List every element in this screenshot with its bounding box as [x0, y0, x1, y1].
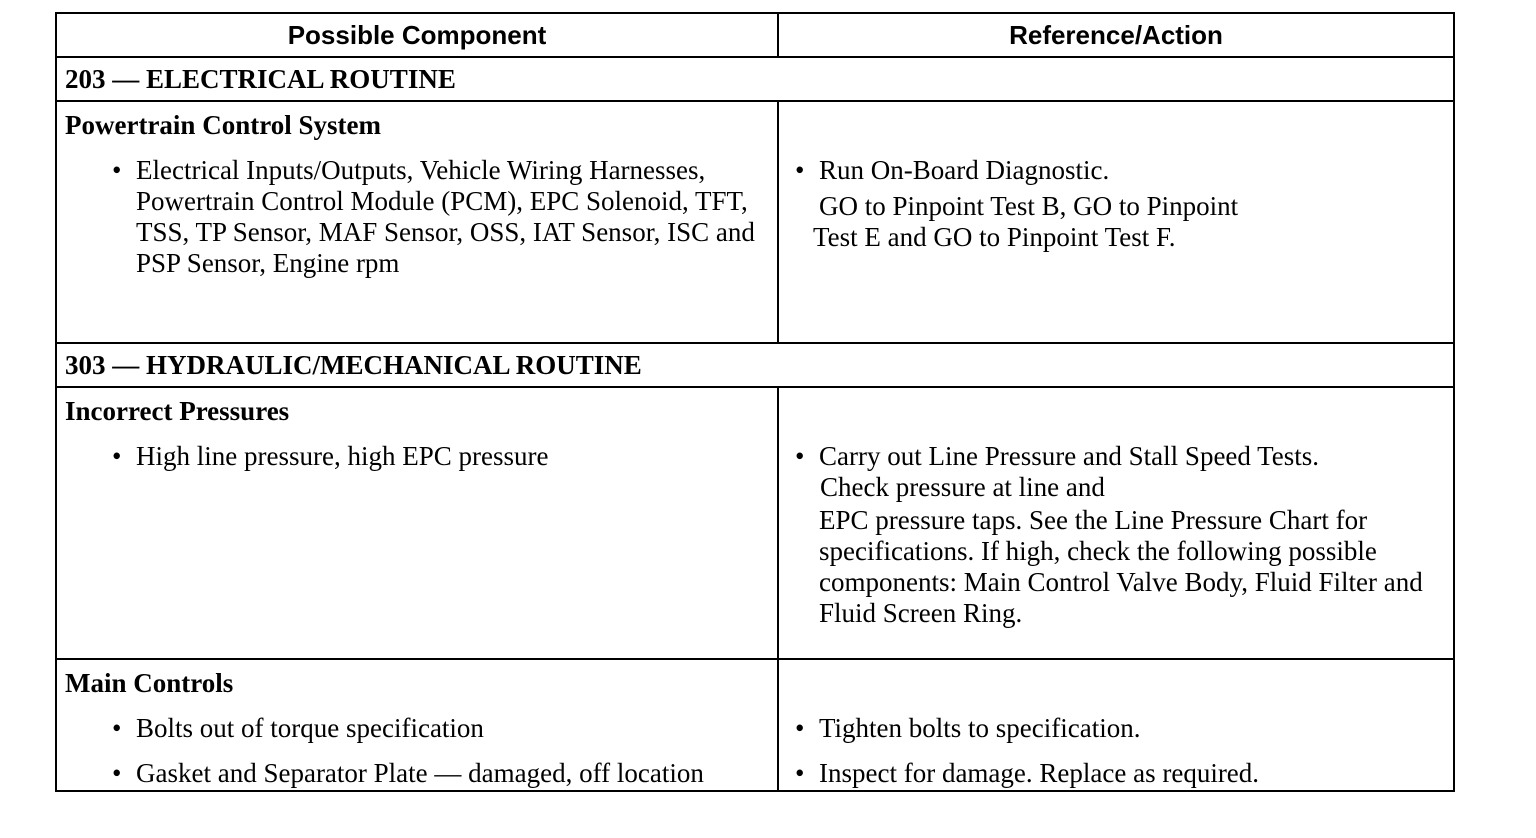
section-row: [56, 343, 1454, 387]
list-item: [112, 713, 767, 744]
action-list: [779, 713, 1453, 789]
list-item: [112, 155, 767, 279]
list-item: [112, 758, 767, 789]
action-detail: Check pressure at line and: [820, 472, 1105, 502]
list-item-text: Electrical Inputs/Outputs, Vehicle Wiring Harnesses, Powertrain Control Module (PCM), EPC Solenoid, TFT, TSS, TP Sensor, MAF Sensor, OSS, IAT Sensor, ISC and PSP Sensor, Engine rpm: [136, 155, 755, 278]
bullet-icon: •: [795, 758, 805, 788]
action-cell: [778, 659, 1454, 791]
list-item-text: Bolts out of torque specification: [136, 713, 484, 743]
header-possible-component: Possible Component: [56, 13, 778, 57]
list-item: [795, 155, 1435, 186]
list-item: [795, 758, 1435, 789]
list-item: [112, 441, 767, 472]
component-list: [57, 713, 777, 789]
header-row: [56, 13, 1454, 57]
bullet-icon: •: [795, 441, 805, 471]
component-list: [57, 441, 777, 472]
list-item-text: Tighten bolts to specification.: [819, 713, 1141, 743]
section-title: 203 — ELECTRICAL ROUTINE: [56, 57, 1454, 101]
section-title: 303 — HYDRAULIC/MECHANICAL ROUTINE: [56, 343, 1454, 387]
group-title: Main Controls: [65, 668, 234, 698]
list-item-text: High line pressure, high EPC pressure: [136, 441, 549, 471]
list-item-text: Gasket and Separator Plate — damaged, off location: [136, 758, 704, 788]
action-detail: Test E and GO to Pinpoint Test F.: [813, 222, 1176, 252]
table-row: [56, 101, 1454, 343]
group-title: Incorrect Pressures: [65, 396, 290, 426]
component-cell: [56, 101, 778, 343]
header-reference-action: Reference/Action: [778, 13, 1454, 57]
bullet-icon: •: [795, 713, 805, 743]
action-detail: GO to Pinpoint Test B, GO to Pinpoint: [819, 191, 1239, 221]
bullet-icon: •: [795, 155, 805, 185]
component-cell: [56, 387, 778, 659]
component-cell: [56, 659, 778, 791]
action-detail: EPC pressure taps. See the Line Pressure Chart for specifications. If high, check the following possible components: Main Control Valve Body, Fluid Filter and Fluid Screen Ring.: [819, 505, 1423, 628]
bullet-icon: •: [112, 758, 122, 788]
table-row: [56, 659, 1454, 791]
action-cell: [778, 387, 1454, 659]
list-item-text: Carry out Line Pressure and Stall Speed Tests.: [819, 441, 1320, 471]
table-row: [56, 387, 1454, 659]
component-list: [57, 155, 777, 279]
bullet-icon: •: [112, 713, 122, 743]
bullet-icon: •: [112, 155, 122, 185]
list-item-text: Inspect for damage. Replace as required.: [819, 758, 1260, 788]
list-item-text: Run On-Board Diagnostic.: [819, 155, 1110, 185]
section-row: [56, 57, 1454, 101]
list-item: [795, 441, 1435, 472]
bullet-icon: •: [112, 441, 122, 471]
action-list: [779, 155, 1453, 186]
list-item: [795, 713, 1435, 744]
action-cell: [778, 101, 1454, 343]
diagnostic-table: [55, 12, 1455, 792]
group-title: Powertrain Control System: [65, 110, 381, 140]
action-list: [779, 441, 1453, 472]
